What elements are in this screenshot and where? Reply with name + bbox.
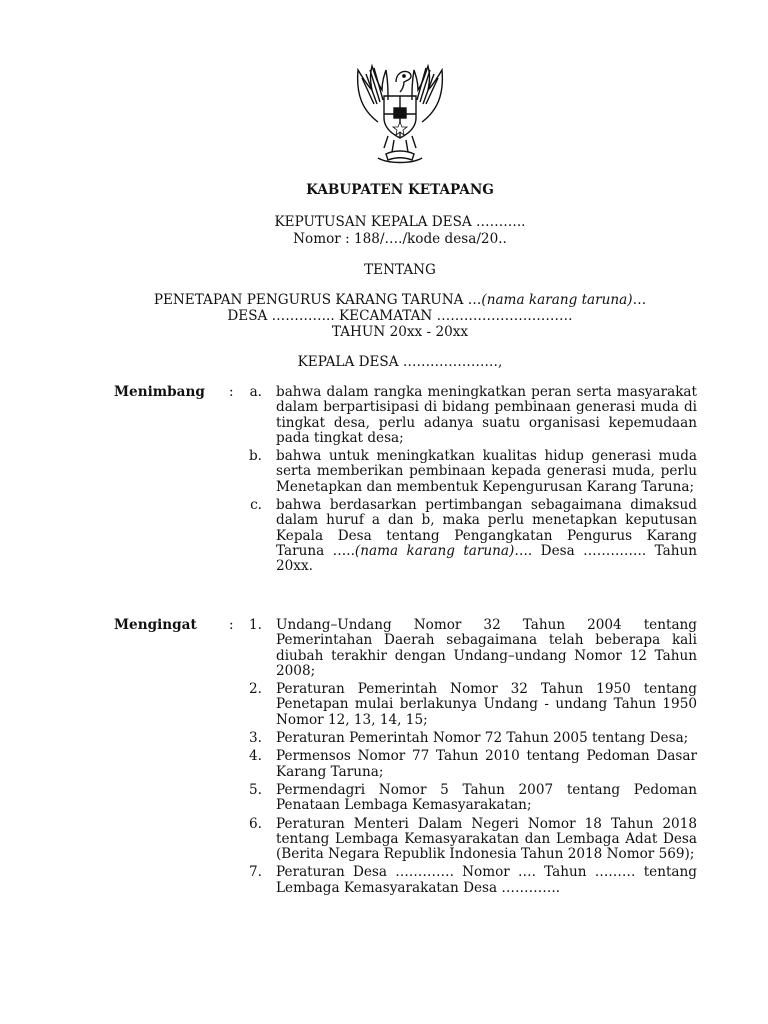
mengingat-label: Mengingat (114, 617, 197, 633)
garuda-emblem-icon (344, 60, 456, 170)
list-item (246, 817, 697, 863)
list-marker: 1. (249, 617, 262, 633)
decree-number: Nomor : 188/…./kode desa/20.. (293, 231, 507, 247)
list-item (246, 865, 697, 896)
list-item (246, 449, 697, 495)
list-marker: a. (249, 384, 262, 400)
garuda-emblem (344, 60, 456, 170)
tentang-heading: TENTANG (364, 262, 436, 278)
mengingat-list (246, 618, 697, 899)
list-item (246, 385, 697, 446)
list-item-text: bahwa dalam rangka meningkatkan peran serta masyarakat dalam berpartisipasi di bidang pembinaan generasi muda di tingkat desa, perlu adanya suatu organisasi kepemudaan pada tingkat desa; (276, 384, 697, 446)
list-item-text: Peraturan Menteri Dalam Negeri Nomor 18 Tahun 2018 tentang Lembaga Kemasyarakatan dan Lembaga Adat Desa (Berita Negara Republik Indonesia Tahun 2018 Nomor 569); (276, 815, 697, 863)
list-item (246, 498, 697, 574)
menimbang-label: Menimbang (114, 384, 205, 400)
list-marker: c. (250, 497, 262, 514)
menimbang-colon: : (229, 384, 234, 400)
village-head-line: KEPALA DESA …………………, (297, 354, 503, 370)
list-marker: 3. (249, 730, 262, 747)
list-item (246, 749, 697, 780)
list-marker: 7. (249, 864, 262, 881)
list-item-text: Peraturan Desa …………. Nomor …. Tahun ……… tentang Lembaga Kemasyarakatan Desa …………. (276, 864, 697, 896)
list-item-text: Undang–Undang Nomor 32 Tahun 2004 tentang Pemerintahan Daerah sebagaimana telah beberapa kali diubah terakhir dengan Undang–undang Nomor 12 Tahun 2008; (276, 617, 697, 679)
menimbang-list (246, 385, 697, 578)
decree-year-line: TAHUN 20xx - 20xx (331, 324, 469, 340)
list-item (246, 618, 697, 679)
list-item-placeholder: (nama karang taruna) (354, 542, 515, 559)
decree-subject-ellipsis: … (632, 292, 647, 308)
list-marker: 2. (249, 681, 262, 698)
list-item-text: Peraturan Pemerintah Nomor 32 Tahun 1950 tentang Penetapan mulai berlakunya Undang - undang Tahun 1950 Nomor 12, 13, 14, 15; (276, 681, 697, 728)
decree-heading: KEPUTUSAN KEPALA DESA ……….. (274, 214, 526, 230)
decree-subject-placeholder: (nama karang taruna) (481, 292, 633, 308)
list-item-text: Peraturan Pemerintah Nomor 72 Tahun 2005 tentang Desa; (276, 730, 689, 747)
list-item-text: Permensos Nomor 77 Tahun 2010 tentang Pedoman Dasar Karang Taruna; (276, 748, 697, 780)
list-item-text: bahwa untuk meningkatkan kualitas hidup generasi muda serta memberikan pembinaan kepada generasi muda, perlu Menetapkan dan membentuk Kepengurusan Karang Taruna; (276, 448, 697, 495)
list-item (246, 682, 697, 728)
list-marker: 4. (249, 748, 262, 765)
list-item (246, 731, 697, 746)
list-item-text: Permendagri Nomor 5 Tahun 2007 tentang Pedoman Penataan Lembaga Kemasyarakatan; (276, 781, 697, 814)
list-marker: 6. (249, 815, 262, 832)
list-marker: b. (248, 448, 262, 465)
list-item-text-part: …. Desa ………….. Tahun 20xx. (276, 542, 697, 575)
list-item-text (276, 498, 697, 574)
list-item (246, 783, 697, 814)
mengingat-colon: : (229, 617, 234, 633)
decree-subject-text: PENETAPAN PENGURUS KARANG TARUNA … (153, 292, 482, 308)
list-item-text-part: bahwa berdasarkan pertimbangan sebagaimana dimaksud dalam huruf a dan b, maka perlu menetapkan keputusan Kepala Desa tentang Pengangkatan Pengurus Karang Taruna ….. (276, 497, 697, 559)
list-marker: 5. (249, 781, 262, 798)
decree-subject-line (100, 293, 700, 308)
decree-village-line: DESA ………….. KECAMATAN ………………………… (227, 308, 573, 324)
regency-title: KABUPATEN KETAPANG (306, 182, 494, 198)
